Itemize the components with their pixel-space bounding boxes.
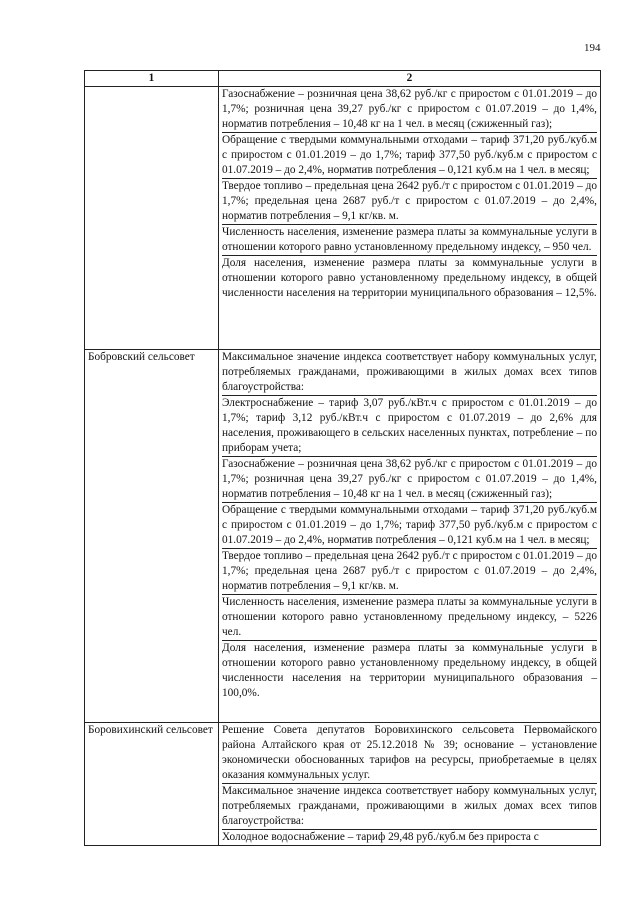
detail-paragraph: Доля населения, изменение размера платы за коммунальные услуги в отношении которого равно установленному предельному индексу, в общей численности населения на территории муниципального образования – 12,5%. [222, 257, 597, 299]
detail-paragraph: Обращение с твердыми коммунальными отходами – тариф 371,20 руб./куб.м с приростом с 01.01.2019 – до 1,7%; тариф 377,50 руб./куб.м с приростом с 01.07.2019 – до 2,4%, норматив потребления – 0,121 куб.м на 1 чел. в месяц; [222, 504, 597, 546]
detail-paragraph: Твердое топливо – предельная цена 2642 руб./т с приростом с 01.01.2019 – до 1,7%; предельная цена 2687 руб./т с приростом с 01.07.2019 – до 2,4%, норматив потребления – 9,1 кг/кв. м. [222, 180, 597, 222]
detail-paragraph: Доля населения, изменение размера платы за коммунальные услуги в отношении которого равно установленному предельному индексу, в общей численности населения на территории муниципального образования – 100,0%. [222, 642, 597, 699]
detail-paragraph: Численность населения, изменение размера платы за коммунальные услуги в отношении которого равно установленному предельному индексу, – 5226 чел. [222, 596, 597, 638]
table-row [85, 723, 601, 846]
tariff-table [84, 70, 601, 846]
municipality-details [219, 723, 601, 846]
detail-paragraph: Численность населения, изменение размера платы за коммунальные услуги в отношении которого равно установленному предельному индексу, – 950 чел. [222, 226, 597, 253]
page-number: 194 [584, 42, 601, 54]
municipality-details [219, 350, 601, 723]
detail-paragraph: Твердое топливо – предельная цена 2642 руб./т с приростом с 01.01.2019 – до 1,7%; предельная цена 2687 руб./т с приростом с 01.07.2019 – до 2,4%, норматив потребления – 9,1 кг/кв. м. [222, 550, 597, 592]
detail-paragraph: Максимальное значение индекса соответствует набору коммунальных услуг, потребляемых гражданами, проживающими в жилых домах всех типов благоустройства: [222, 785, 597, 827]
detail-paragraph: Решение Совета депутатов Боровихинского сельсовета Первомайского района Алтайского края от 25.12.2018 № 39; основание – установление экономически обоснованных тарифов на ресурсы, приобретаемые в целях оказания коммунальных услуг. [222, 724, 597, 781]
municipality-details [219, 87, 601, 350]
table-row [85, 350, 601, 723]
detail-paragraph: Максимальное значение индекса соответствует набору коммунальных услуг, потребляемых гражданами, проживающими в жилых домах всех типов благоустройства: [222, 351, 597, 393]
detail-paragraph: Холодное водоснабжение – тариф 29,48 руб./куб.м без прироста с [222, 829, 597, 845]
column-header-1: 1 [85, 71, 219, 87]
column-header-2: 2 [219, 71, 601, 87]
table-row [85, 87, 601, 350]
detail-paragraph: Обращение с твердыми коммунальными отходами – тариф 371,20 руб./куб.м с приростом с 01.01.2019 – до 1,7%; тариф 377,50 руб./куб.м с приростом с 01.07.2019 – до 2,4%, норматив потребления – 0,121 куб.м на 1 чел. в месяц; [222, 134, 597, 176]
detail-paragraph: Электроснабжение – тариф 3,07 руб./кВт.ч с приростом с 01.01.2019 – до 1,7%; тариф 3,12 руб./кВт.ч с приростом с 01.07.2019 – до 2,6% для населения, проживающего в сельских населенных пунктах, потребление – по приборам учета; [222, 397, 597, 454]
municipality-name: Боровихинский сельсовет [85, 723, 219, 846]
table-header-row [85, 71, 601, 87]
municipality-name: Бобровский сельсовет [85, 350, 219, 723]
detail-paragraph: Газоснабжение – розничная цена 38,62 руб./кг с приростом с 01.01.2019 – до 1,7%; розничная цена 39,27 руб./кг с приростом с 01.07.2019 – до 1,4%, норматив потребления – 10,48 кг на 1 чел. в месяц (сжиженный газ); [222, 458, 597, 500]
municipality-name [85, 87, 219, 350]
detail-paragraph: Газоснабжение – розничная цена 38,62 руб./кг с приростом с 01.01.2019 – до 1,7%; розничная цена 39,27 руб./кг с приростом с 01.07.2019 – до 1,4%, норматив потребления – 10,48 кг на 1 чел. в месяц (сжиженный газ); [222, 88, 597, 130]
